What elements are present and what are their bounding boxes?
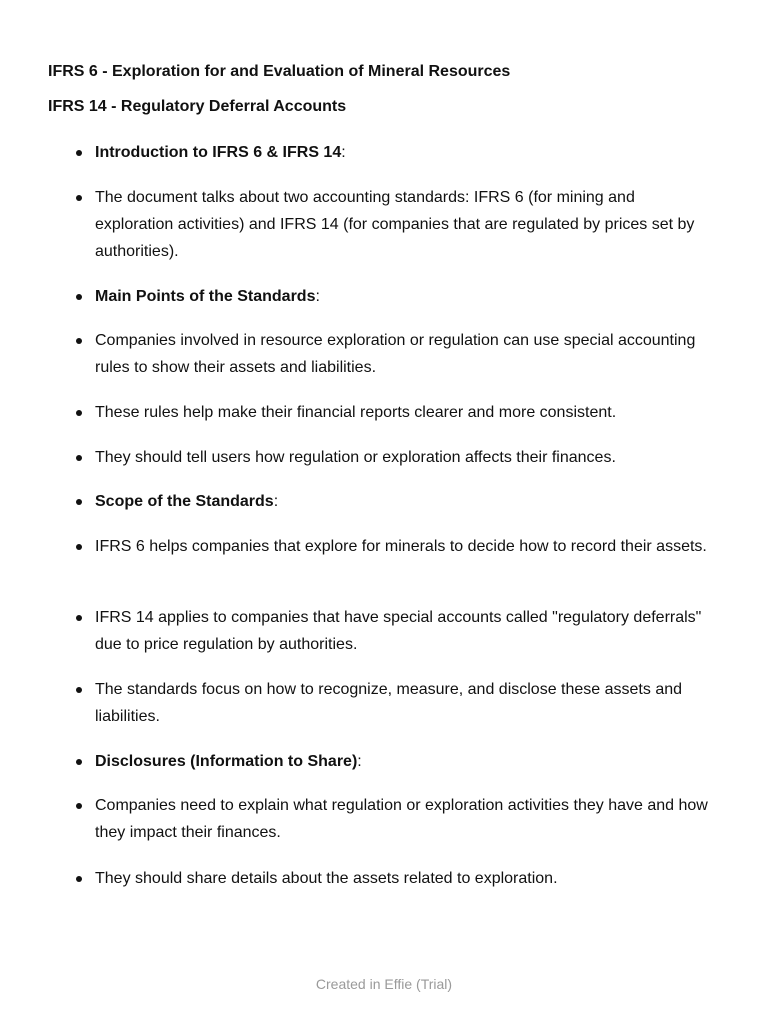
section-heading-label: Introduction to IFRS 6 & IFRS 14 [95, 144, 342, 161]
section-heading-introduction [95, 139, 715, 166]
section-heading-scope [95, 488, 715, 515]
colon: : [273, 493, 279, 510]
colon: : [315, 288, 320, 305]
section-heading-disclosures [95, 748, 715, 775]
list-item: They should tell users how regulation or exploration affects their finances. [95, 444, 715, 471]
heading-ifrs-6: IFRS 6 - Exploration for and Evaluation of Mineral Resources [48, 63, 511, 80]
list-item: Companies involved in resource exploration or regulation can use special accounting rules to show their assets and liabilities. [95, 327, 715, 381]
list-item: The document talks about two accounting standards: IFRS 6 (for mining and exploration activities) and IFRS 14 (for companies that are regulated by prices set by authorities). [95, 184, 715, 265]
list-item: These rules help make their financial reports clearer and more consistent. [95, 399, 715, 426]
list-item: IFRS 14 applies to companies that have special accounts called "regulatory deferrals" due to price regulation by authorities. [95, 604, 715, 658]
list-item: IFRS 6 helps companies that explore for minerals to decide how to record their assets. [95, 533, 715, 560]
list-item: Companies need to explain what regulation or exploration activities they have and how they impact their finances. [95, 792, 715, 846]
section-heading-label: Scope of the Standards [95, 493, 274, 510]
list-item: They should share details about the assets related to exploration. [95, 865, 715, 892]
list-item: The standards focus on how to recognize, measure, and disclose these assets and liabilities. [95, 676, 715, 730]
heading-ifrs-14: IFRS 14 - Regulatory Deferral Accounts [48, 98, 347, 115]
colon: : [341, 144, 346, 161]
section-heading-label: Main Points of the Standards [95, 288, 316, 305]
section-heading-label: Disclosures (Information to Share) [95, 753, 358, 770]
colon: : [357, 753, 362, 770]
watermark-footer: Created in Effie (Trial) [315, 976, 453, 992]
section-heading-main-points [95, 283, 715, 310]
